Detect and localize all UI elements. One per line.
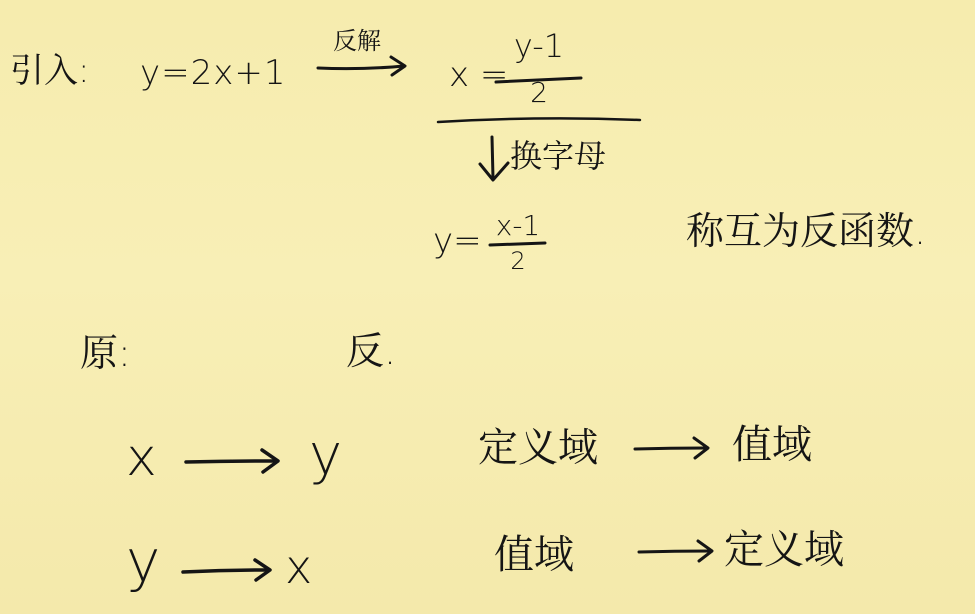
- row1-domain-text: 定义域: [478, 425, 598, 471]
- inverse-solve-arrow: [318, 66, 404, 69]
- x-fraction-numerator: y-1: [513, 27, 565, 65]
- row1-map-arrowhead: [262, 450, 278, 472]
- x-fraction-denominator: 2: [530, 76, 548, 109]
- row2-to-variable: x: [285, 540, 313, 594]
- inverse-function-label: 反.: [346, 329, 397, 373]
- inverse-function-conclusion: 称互为反函数.: [686, 209, 927, 253]
- swap-down-arrow: [492, 137, 493, 178]
- row2-map-arrow: [183, 570, 268, 572]
- row2-from-variable: y: [126, 527, 161, 595]
- inverse-solve-note: 反解: [333, 27, 381, 55]
- original-function-label: 原:: [80, 331, 131, 375]
- separator-line: [438, 118, 640, 122]
- row1-domain-arrow: [635, 448, 706, 449]
- y-fraction-denominator: 2: [510, 247, 526, 275]
- row1-from-variable: x: [126, 428, 157, 488]
- row1-map-arrow: [186, 461, 276, 462]
- row1-range-text: 值域: [732, 422, 812, 468]
- row2-range-arrow: [639, 551, 710, 552]
- row1-domain-arrowhead: [694, 438, 708, 458]
- y-fraction: [489, 209, 547, 275]
- row2-range-arrowhead: [698, 541, 712, 561]
- row2-map-arrowhead: [255, 560, 270, 580]
- swap-letters-note: 换字母: [510, 137, 607, 175]
- inverse-solve-arrowhead: [391, 57, 405, 75]
- row1-to-variable: y: [309, 423, 343, 488]
- row2-range-text: 定义域: [724, 527, 844, 573]
- y-equation-lhs: y=: [433, 221, 482, 261]
- y-fraction-numerator: x-1: [495, 209, 541, 242]
- row2-domain-text: 值域: [494, 532, 574, 578]
- x-equation-lhs: x =: [449, 55, 509, 95]
- original-equation: y=2x+1: [140, 53, 287, 93]
- x-fraction: [496, 27, 582, 109]
- swap-down-arrowhead: [480, 163, 508, 180]
- intro-label: 引入:: [10, 51, 90, 91]
